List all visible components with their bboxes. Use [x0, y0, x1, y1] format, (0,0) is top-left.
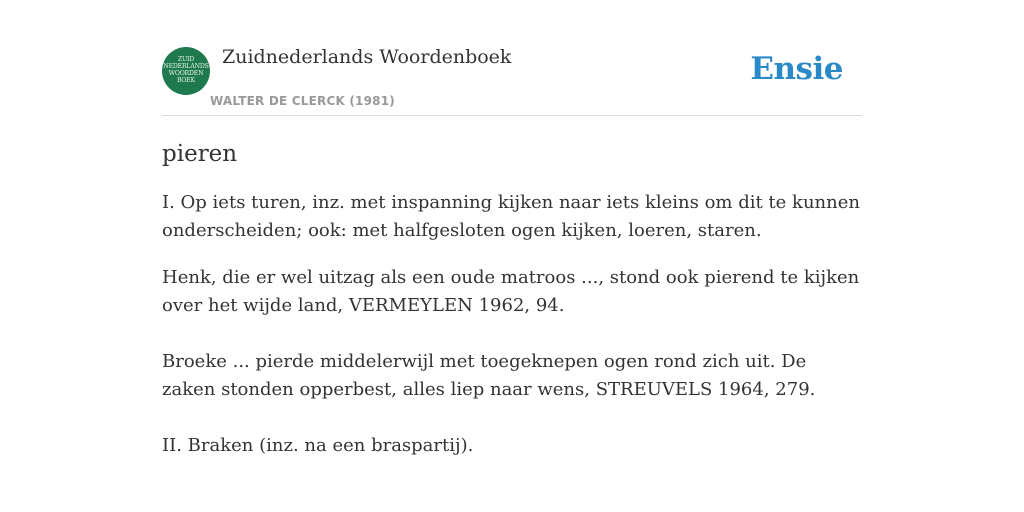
logo-text: ZUID NEDERLANDS WOORDEN BOEK: [163, 56, 209, 84]
dictionary-title[interactable]: Zuidnederlands Woordenboek: [222, 46, 512, 68]
dictionary-logo-icon[interactable]: [162, 47, 210, 95]
page-container: [162, 46, 862, 460]
example-paragraph: Henk, die er wel uitzag als een oude matroos ..., stond ook pierend te kijken over het wijde land, VERMEYLEN 1962, 94.: [162, 267, 860, 316]
dictionary-author: WALTER DE CLERCK (1981): [210, 94, 395, 108]
definition-paragraph: II. Braken (inz. na een braspartij).: [162, 435, 474, 456]
definition-paragraph: I. Op iets turen, inz. met inspanning kijken naar iets kleins om dit te kunnen onderscheiden; ook: met halfgesloten ogen kijken, loeren, staren.: [162, 192, 860, 241]
entry-headword: pieren: [162, 141, 238, 167]
ensie-brand-link[interactable]: Ensie: [750, 51, 843, 87]
example-paragraph: Broeke ... pierde middelerwijl met toegeknepen ogen rond zich uit. De zaken stonden opperbest, alles liep naar wens, STREUVELS 1964, 279.: [162, 351, 816, 400]
site-header: [162, 46, 862, 116]
